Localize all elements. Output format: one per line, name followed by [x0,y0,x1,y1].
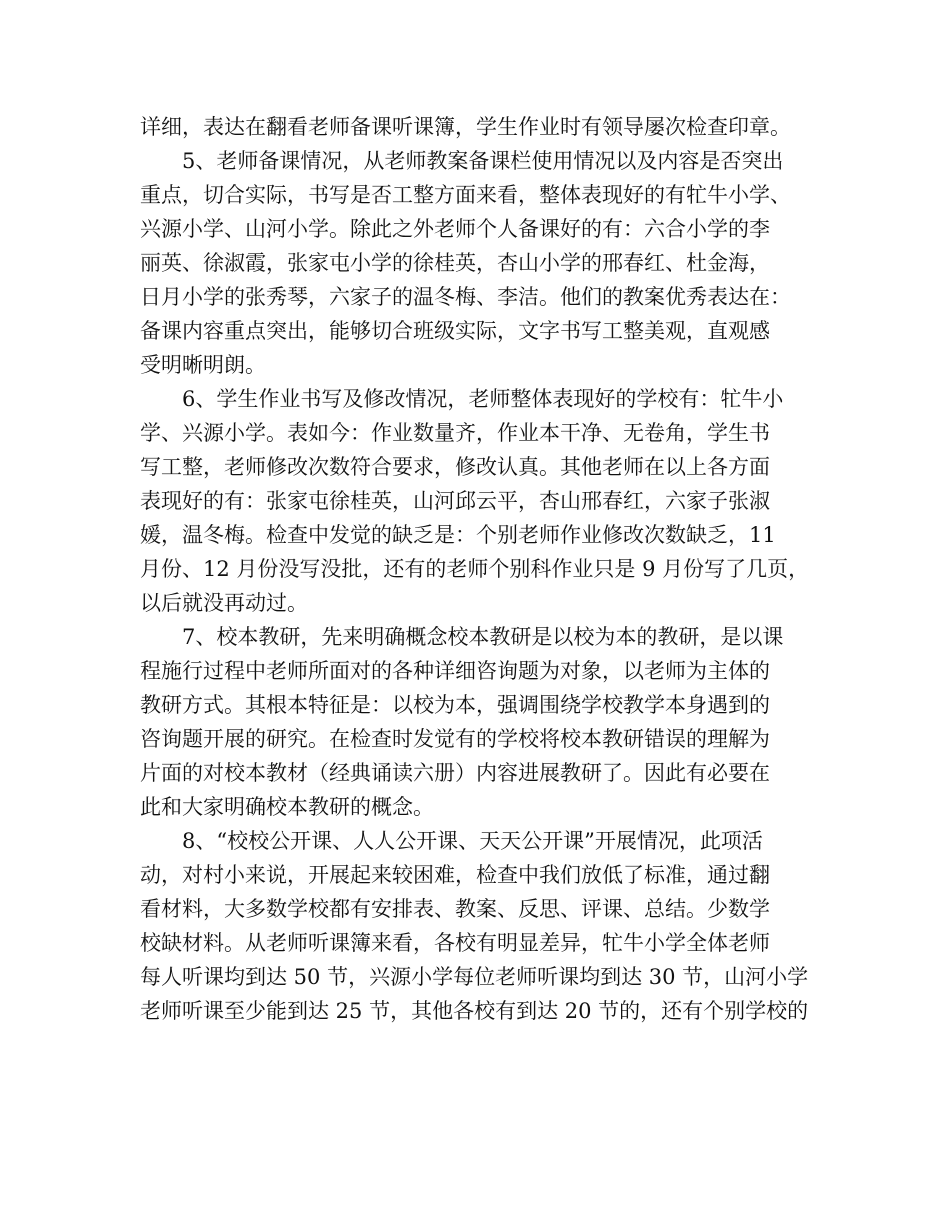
text-line: 看材料，大多数学校都有安排表、教案、反思、评课、总结。少数学 [140,897,770,921]
text-line: 校缺材料。从老师听课簿来看，各校有明显差异，牤牛小学全体老师 [140,931,770,955]
text-line: 8、“校校公开课、人人公开课、天天公开课”开展情况，此项活 [140,829,763,853]
text-line: 6、学生作业书写及修改情况，老师整体表现好的学校有：牤牛小 [140,387,784,411]
document-body [140,110,815,1028]
text-line: 5、老师备课情况，从老师教案备课栏使用情况以及内容是否突出 [140,149,784,173]
text-line: 丽英、徐淑霞，张家屯小学的徐桂英，杏山小学的邢春红、杜金海， [140,251,770,275]
text-line: 片面的对校本教材（经典诵读六册）内容进展教研了。因此有必要在 [140,761,770,785]
text-line: 兴源小学、山河小学。除此之外老师个人备课好的有：六合小学的李 [140,217,770,241]
text-line: 学、兴源小学。表如今：作业数量齐，作业本干净、无卷角，学生书 [140,421,770,445]
text-line: 详细，表达在翻看老师备课听课簿，学生作业时有领导屡次检查印章。 [140,115,791,139]
text-line: 写工整，老师修改次数符合要求，修改认真。其他老师在以上各方面 [140,455,770,479]
text-line: 受明晰明朗。 [140,353,266,377]
text-line: 备课内容重点突出，能够切合班级实际，文字书写工整美观，直观感 [140,319,770,343]
text-line: 每人听课均到达 50 节，兴源小学每位老师听课均到达 30 节，山河小学 [140,965,809,989]
text-line: 媛，温冬梅。检查中发觉的缺乏是：个别老师作业修改次数缺乏，11 [140,523,776,547]
text-line: 以后就没再动过。 [140,591,308,615]
text-line: 咨询题开展的研究。在检查时发觉有的学校将校本教研错误的理解为 [140,727,770,751]
text-line: 动，对村小来说，开展起来较困难，检查中我们放低了标准，通过翻 [140,863,770,887]
text-line: 此和大家明确校本教研的概念。 [140,795,434,819]
text-line: 程施行过程中老师所面对的各种详细咨询题为对象，以老师为主体的 [140,659,770,683]
text-line: 重点，切合实际，书写是否工整方面来看，整体表现好的有牤牛小学、 [140,183,791,207]
text-line: 老师听课至少能到达 25 节，其他各校有到达 20 节的，还有个别学校的 [140,999,809,1023]
text-line: 教研方式。其根本特征是：以校为本，强调围绕学校教学本身遇到的 [140,693,770,717]
text-line: 日月小学的张秀琴，六家子的温冬梅、李洁。他们的教案优秀表达在： [140,285,791,309]
text-line: 月份、12 月份没写没批，还有的老师个别科作业只是 9 月份写了几页， [140,557,810,581]
text-line: 表现好的有：张家屯徐桂英，山河邱云平，杏山邢春红，六家子张淑 [140,489,770,513]
text-line: 7、校本教研，先来明确概念校本教研是以校为本的教研，是以课 [140,625,784,649]
